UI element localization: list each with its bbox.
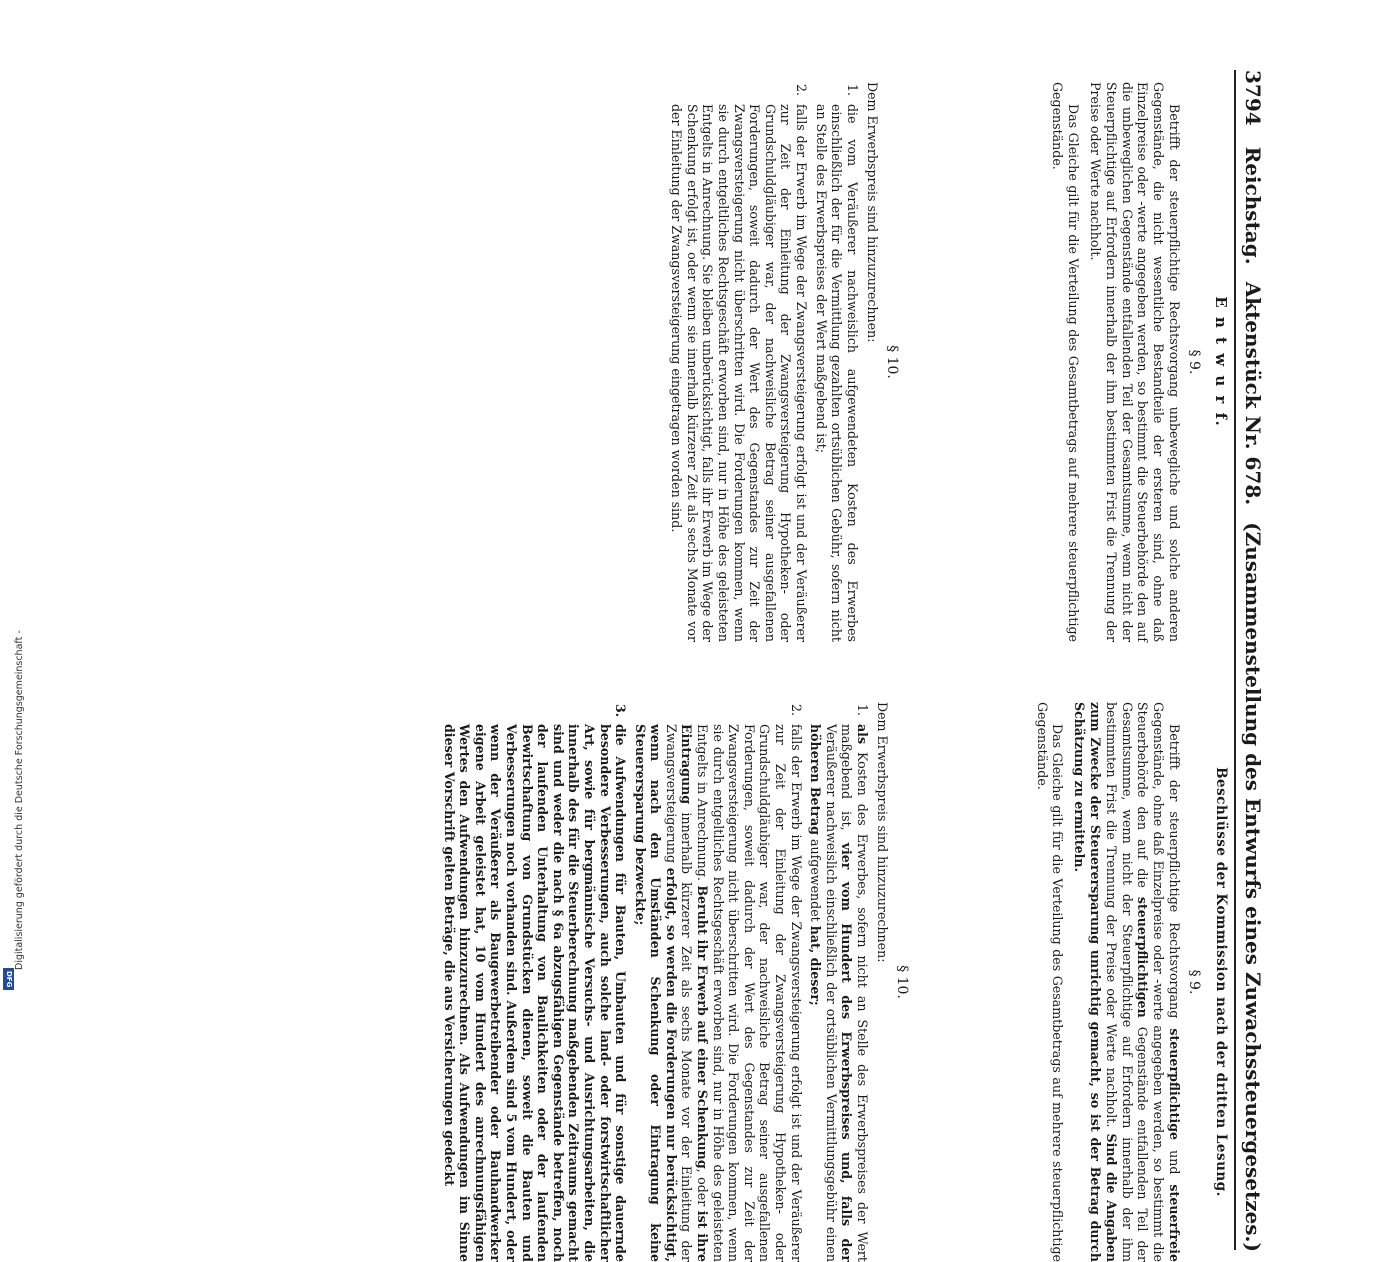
r10-1-a: als [855, 724, 871, 745]
left-list-item-2 [669, 82, 809, 642]
r10-2-c: , oder [695, 1168, 711, 1211]
r9-text-b: steuerpflichtige [1167, 1028, 1182, 1141]
r9-text-c: und [1167, 1140, 1182, 1185]
left-column-heading: E n t w u r f. [1212, 296, 1230, 428]
header-subject: (Zusammenstellung des Entwurfs eines Zuwachssteuergesetzes.) [1241, 522, 1265, 1252]
left-section-10-intro: Dem Erwerbspreis sind hinzuzurechnen: [864, 82, 880, 343]
right-section-9-label: § 9. [1186, 969, 1202, 995]
right-list-item-2 [632, 702, 804, 1262]
digitization-credit [2, 630, 25, 1000]
right-list-item-1 [808, 702, 870, 1262]
page-number: 3794 [1241, 70, 1265, 126]
left-column [665, 82, 1236, 642]
r9-text-h: Sind die Angaben zum Zwecke der Steuerersparung unrichtig gemacht, so ist der Betrag durch Schätzung zu ermitteln. [1072, 702, 1119, 1262]
right-section-10-label: § 10. [893, 965, 910, 999]
r9-text-a: Betrifft der steuerpflichtige Rechtsvorgang [1167, 724, 1182, 1029]
r10-2-d: ist ihre Eintragung [679, 724, 711, 1262]
right-column [437, 702, 1236, 1262]
left-list-item-1-text: die vom Veräußerer nachweislich aufgewendeten Kosten des Erwerbes einschließlich der für die Vermittlung gezahlten ortsüblichen Gebühr, sofern nicht an Stelle des Erwerbspreises der Wert maßgebend ist; [813, 104, 860, 642]
right-list-item-1-number: 1. [855, 704, 871, 717]
r9-text-g: Gegenstände entfallenden Teil der Gesamtsumme, wenn nicht der Steuerpflichtige auf Erfordern innerhalb der ihm bestimmten Frist die Trennung der Preise oder Werte nachholt. [1103, 702, 1151, 1262]
r9-text-d: steuerfreie [1167, 1184, 1182, 1262]
right-section-10-intro: Dem Erwerbspreis sind hinzuzurechnen: [874, 702, 890, 963]
right-column-heading: Beschlüsse der Kommission nach der dritten Lesung. [1213, 767, 1229, 1197]
r10-1-f: aufgewendet [808, 835, 824, 926]
right-list-item-2-number: 2. [788, 704, 804, 717]
right-section-9-paragraph-2: Das Gleiche gilt für die Verteilung des Gesamtbetrags auf mehrere steuerpflichtige Gegenstände. [1034, 702, 1066, 1262]
r10-1-g: hat, dieser; [808, 925, 824, 1006]
left-list-item-1 [813, 82, 860, 642]
r10-2-a: falls der Erwerb im Wege der Zwangsversteigerung erfolgt ist und der Veräußerer zur Zeit der Einleitung der Zwangsversteigerung Hypotheken- oder Grundschuldgläubiger war, der nachweisliche Betrag seiner ausgefallenen Forderungen, soweit dadurch der Wert des Gegenstandes zur Zeit der Zwangsversteigerung nicht überschritten wird. Die Forderungen kommen, wenn sie durch entgeltliches Rechtsgeschäft erworben sind, nur in Höhe des geleisteten Entgelts in Anrechnung. [695, 724, 804, 1262]
left-list-item-2-text: falls der Erwerb im Wege der Zwangsversteigerung erfolgt ist und der Veräußerer zur Zeit der Einleitung der Zwangsversteigerung Hypotheken- oder Grundschuldgläubiger war, der nachweisliche Betrag seiner ausgefallenen Forderungen, soweit dadurch der Wert des Gegenstandes zur Zeit der Zwangsversteigerung nicht überschritten wird. Die Forderungen kommen, wenn sie durch entgeltliches Rechtsgeschäft erworben sind, nur in Höhe des geleisteten Entgelts in Anrechnung. Sie bleiben unberücksichtigt, falls ihr Erwerb im Wege der Schenkung erfolgt ist, oder wenn sie innerhalb kürzerer Zeit als sechs Monate vor der Einleitung der Zwangsversteigerung eingetragen worden sind. [669, 104, 810, 642]
dfg-logo-icon: DFG [3, 968, 14, 990]
r9-text-f: steuerpflichtigen [1135, 896, 1151, 1018]
r10-1-d: Veräußerer nachweislich einschließlich der ortsüblichen Vermittlungsgebühr einen [823, 724, 839, 1262]
header-source: Reichstag. [1241, 146, 1265, 265]
right-list-item-3-number: 3. [613, 704, 629, 718]
left-section-9-paragraph-1: Betrifft der steuerpflichtige Rechtsvorgang unbewegliche und solche anderen Gegenstände, die nicht wesentliche Bestandteile der ersteren sind, ohne daß Einzelpreise oder -werte angegeben werden, so bestimmt die Steuerbehörde den auf die unbeweglichen Gegenstände entfallenden Teil der Gesamtsumme, wenn nicht der Steuerpflichtige auf Erfordern innerhalb der ihm bestimmten Frist die Trennung der Preise oder Werte nachholt. [1088, 82, 1182, 642]
right-column-spacer [918, 702, 1028, 1262]
right-section-9-paragraph-1 [1071, 702, 1182, 1262]
digitization-credit-text: Digitalisierung gefördert durch die Deutsche Forschungsgemeinschaft - [14, 630, 25, 970]
r9-text-e: Gegenstände, ohne daß Einzelpreise oder -werte angegeben werden, so bestimmt die Steuerbehörde den auf die [1135, 702, 1167, 1262]
right-list-item-3 [441, 702, 628, 1262]
left-section-9-paragraph-2: Das Gleiche gilt für die Verteilung des Gesamtbetrags auf mehrere steuerpflichtige Gegenstände. [1050, 82, 1082, 642]
left-list-item-2-number: 2. [794, 84, 810, 97]
r10-2-f: erfolgt, so werden die Forderungen nur berücksichtigt, wenn nach den Umständen Schenkung oder Eintragung keine Steuerersparung bezweckte; [632, 724, 679, 1262]
left-column-spacer [908, 82, 1044, 642]
page-header [1234, 70, 1266, 1250]
header-document: Aktenstück Nr. 678. [1241, 281, 1265, 506]
r10-2-e: innerhalb kürzerer Zeit als sechs Monate vor der Einleitung der Zwangsversteigerung [663, 724, 695, 1262]
right-list-item-3-text: die Aufwendungen für Bauten, Umbauten und für sonstige dauernde besondere Verbesserungen, auch solche land- oder forstwirtschaftlicher Art, sowie für bergmännische Versuchs- und Ausrichtungsarbeiten, die innerhalb des für die Steuerberechnung maßgebenden Zeitraums gemacht sind und weder die nach § 6a abzugsfähigen Gegenstände betreffen, noch der laufenden Unterhaltung von Baulichkeiten oder der laufenden Bewirtschaftung von Grundstücken dienen, soweit die Bauten und Verbesserungen noch vorhanden sind. Außerdem sind 5 vom Hundert, oder wenn der Veräußerer als Baugewerbetreibender oder Bauhandwerker eigene Arbeit geleistet hat, 10 vom Hundert des anrechnungsfähigen Wertes den Aufwendungen hinzuzurechnen. Als Aufwendungen im Sinne dieser Vorschrift gelten Beträge, die aus Versicherungen gedeckt [441, 724, 629, 1262]
left-section-10-label: § 10. [883, 345, 900, 379]
r10-2-b: Beruht ihr Erwerb auf einer Schenkung [695, 885, 711, 1169]
r10-1-e: höheren Betrag [808, 724, 824, 835]
r10-1-b: Kosten des Erwerbes, sofern nicht an Stelle des Erwerbspreises der Wert maßgebend ist, [839, 724, 871, 1262]
r10-1-c: vier vom Hundert des Erwerbspreises und, falls der [839, 842, 855, 1262]
left-section-9-label: § 9. [1186, 349, 1202, 375]
left-list-item-1-number: 1. [844, 84, 860, 97]
